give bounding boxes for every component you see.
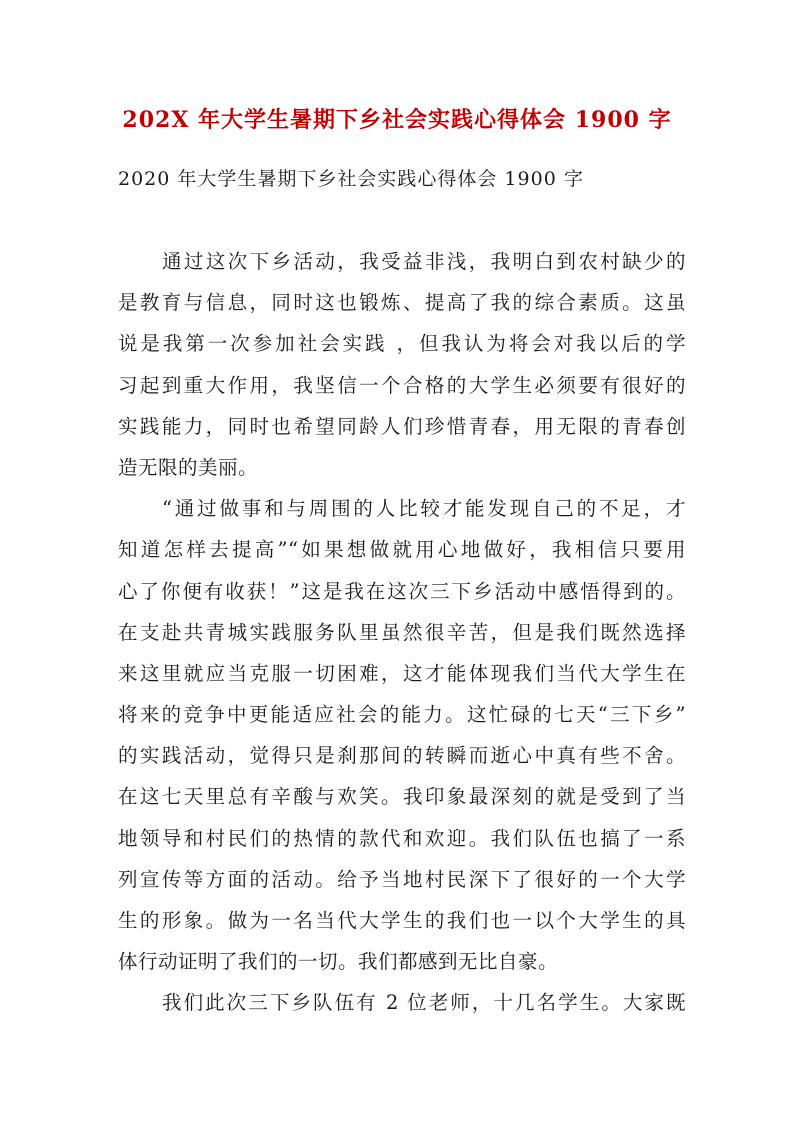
document-body	[118, 241, 686, 1024]
document-title: 202X 年大学生暑期下乡社会实践心得体会 1900 字	[122, 107, 672, 133]
body-line: 通过这次下乡活动，我受益非浅，我明白到农村缺少的	[162, 250, 686, 273]
body-line: 是教育与信息，同时这也锻炼、提高了我的综合素质。这虽	[118, 291, 686, 315]
body-line: 将来的竞争中更能适应社会的能力。这忙碌的七天“三下乡”	[118, 703, 686, 727]
body-line: 说是我第一次参加社会实践 ，但我认为将会对我以后的学	[118, 332, 686, 356]
body-line: 的实践活动，觉得只是刹那间的转瞬而逝心中真有些不舍。	[118, 744, 686, 768]
body-line: 来这里就应当克服一切困难，这才能体现我们当代大学生在	[118, 661, 686, 685]
body-line: 造无限的美丽。	[118, 455, 259, 479]
body-line: 心了你便有收获！”这是我在这次三下乡活动中感悟得到的。	[118, 579, 686, 603]
body-line: 体行动证明了我们的一切。我们都感到无比自豪。	[118, 950, 559, 974]
body-line: 我们此次三下乡队伍有 2 位老师，十几名学生。大家既	[162, 991, 686, 1015]
body-line: 实践能力，同时也希望同龄人们珍惜青春，用无限的青春创	[118, 414, 686, 438]
body-line: 生的形象。做为一名当代大学生的我们也一以个大学生的具	[118, 909, 686, 932]
body-line: 知道怎样去提高”“如果想做就用心地做好，我相信只要用	[118, 538, 686, 562]
body-line: 地领导和村民们的热情的款代和欢迎。我们队伍也搞了一系	[118, 826, 686, 850]
body-line: “通过做事和与周围的人比较才能发现自己的不足，才	[162, 497, 686, 521]
document-subtitle: 2020 年大学生暑期下乡社会实践心得体会 1900 字	[118, 168, 584, 190]
body-line: 在这七天里总有辛酸与欢笑。我印象最深刻的就是受到了当	[118, 785, 686, 809]
body-line: 在支赴共青城实践服务队里虽然很辛苦，但是我们既然选择	[118, 620, 686, 644]
body-line: 列宣传等方面的活动。给予当地村民深下了很好的一个大学	[118, 867, 686, 891]
body-line: 习起到重大作用，我坚信一个合格的大学生必须要有很好的	[118, 373, 686, 397]
